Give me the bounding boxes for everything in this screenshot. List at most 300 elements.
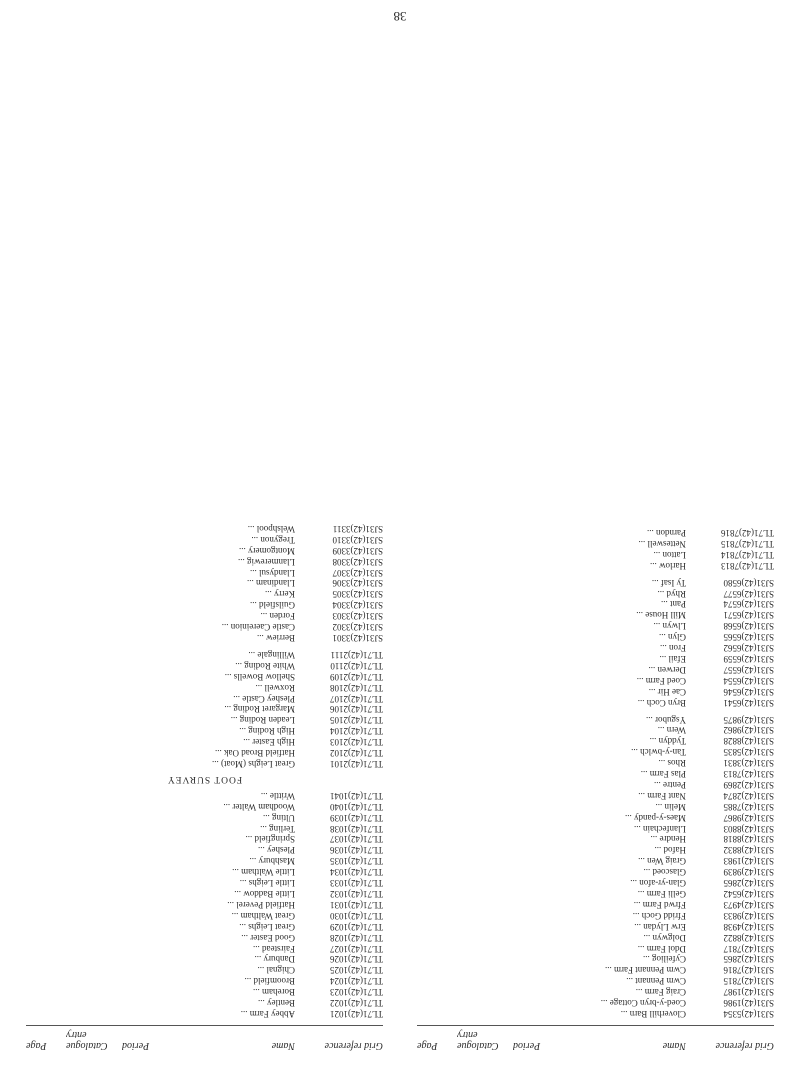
index-row [417,834,774,845]
row-fid: TL71(42)2108 [330,682,383,693]
row-cal [66,877,122,888]
row-name: Woodham Walter ... [223,801,295,812]
row-name: Wern ... [657,725,686,736]
row-date [513,986,583,997]
row-date [513,954,583,965]
row-date [513,664,583,675]
row-ref [26,671,66,682]
row-date [513,975,583,986]
row-cal [66,714,122,725]
row-name: Springfield ... [245,834,295,845]
row-ref [417,888,457,899]
header-name: Name [271,1040,295,1051]
row-date [513,768,583,779]
row-fid: TL71(42)1024 [330,976,383,987]
row-name: Llanmerewig ... [238,556,295,567]
row-date [122,845,192,856]
row-ref [417,899,457,910]
row-cal [66,758,122,769]
header-ref: Page [417,1040,438,1051]
row-cal [457,653,513,664]
row-fid: TL71(42)2103 [330,737,383,748]
index-row [26,997,383,1008]
row-ref [417,790,457,801]
row-fid: SJ31(42)7816 [723,965,774,976]
row-cal [66,523,122,534]
index-row [417,964,774,975]
row-date [513,735,583,746]
row-cal [457,921,513,932]
row-date [122,714,192,725]
row-date [122,801,192,812]
row-fid: TL71(42)7815 [721,538,774,549]
row-fid: SJ31(42)7813 [723,769,774,780]
row-fid: SJ31(42)7817 [723,943,774,954]
row-fid: SJ31(42)3305 [332,589,383,600]
row-fid: TL71(42)1029 [330,921,383,932]
row-date [513,746,583,757]
row-fid: TL71(42)1025 [330,965,383,976]
row-fid: TL71(42)2111 [330,649,383,660]
row-date [513,725,583,736]
row-cal [66,801,122,812]
row-name: Llandysul ... [250,567,295,578]
row-ref [417,686,457,697]
row-fid: SJ31(42)1986 [723,998,774,1009]
index-row [417,675,774,686]
row-fid: TL71(42)1041 [330,790,383,801]
row-fid: SJ31(42)6565 [723,632,774,643]
row-ref [417,910,457,921]
row-date [122,877,192,888]
row-name: Chignal ... [257,965,295,976]
row-name: Castle Caereinion ... [221,622,295,633]
index-row [417,921,774,932]
row-date [122,578,192,589]
row-fid: SJ31(42)8822 [723,932,774,943]
row-fid: SJ31(42)6559 [723,654,774,664]
row-name: Boreham ... [253,987,295,998]
row-fid: TL71(42)1039 [330,812,383,823]
row-date [513,697,583,708]
row-ref [417,725,457,736]
row-cal [457,823,513,834]
index-row [417,845,774,856]
row-date [122,682,192,693]
row-ref [26,632,66,643]
row-date [513,620,583,631]
row-ref [417,697,457,708]
row-fid: SJ31(42)7885 [723,801,774,812]
row-cal [66,588,122,599]
row-fid: TL71(42)2107 [330,693,383,704]
row-date [513,845,583,856]
index-row [417,697,774,708]
row-date [513,899,583,910]
row-name: Tan-y-bwlch ... [631,747,686,758]
row-fid: SJ31(42)8818 [723,834,774,845]
index-row [417,899,774,910]
row-cal [66,834,122,845]
row-fid: SJ31(42)3306 [332,578,383,589]
row-cal [457,845,513,856]
row-name: Mashbury ... [249,856,295,867]
row-cal [457,714,513,725]
row-name: Leaden Roding ... [230,715,295,726]
row-date [513,642,583,653]
row-name: High Roding ... [239,726,295,737]
index-row [26,621,383,632]
row-fid: SJ31(42)3302 [332,622,383,633]
index-row [417,746,774,757]
index-row [417,877,774,888]
row-name: Plas Farm ... [640,769,686,780]
row-name: Fairstead ... [253,943,295,954]
index-row [26,599,383,610]
index-row [26,736,383,747]
row-ref [26,599,66,610]
row-cal [457,577,513,588]
index-row [417,538,774,549]
row-cal [66,845,122,856]
index-row [417,910,774,921]
index-row [26,747,383,758]
row-fid: SJ31(42)3831 [723,758,774,769]
row-fid: SJ31(42)4973 [723,899,774,910]
row-date [122,621,192,632]
row-ref [26,567,66,578]
row-fid: TL71(42)1033 [330,878,383,889]
row-cal [457,560,513,571]
row-fid: SJ31(42)3311 [332,523,383,534]
row-date [513,599,583,610]
index-row [417,599,774,610]
row-name: Welshpool ... [247,523,295,534]
index-row [417,932,774,943]
index-row [26,534,383,545]
index-row [26,567,383,578]
row-ref [26,954,66,965]
row-name: Bryn Coch ... [637,697,686,708]
row-cal [457,631,513,642]
row-cal [457,954,513,965]
row-ref [26,523,66,534]
row-fid: TL71(42)7816 [721,528,774,539]
row-ref [26,714,66,725]
row-name: Great Leighs ... [239,921,295,932]
row-date [122,823,192,834]
row-date [122,567,192,578]
row-ref [26,693,66,704]
row-fid: TL71(42)1028 [330,932,383,943]
row-cal [66,556,122,567]
row-ref [417,921,457,932]
header-date: Period [513,1040,541,1051]
row-cal [66,736,122,747]
row-date [513,675,583,686]
row-ref [417,642,457,653]
row-fid: SJ31(42)8828 [723,736,774,747]
row-cal [457,686,513,697]
column-header [26,1025,383,1051]
row-cal [457,790,513,801]
index-row [26,1008,383,1019]
row-fid: SJ31(42)6542 [723,889,774,900]
row-cal [66,910,122,921]
row-cal [457,599,513,610]
row-ref [26,725,66,736]
row-fid: TL71(42)2109 [330,671,383,682]
row-date [122,855,192,866]
row-ref [26,845,66,856]
index-row [26,725,383,736]
row-fid: SJ31(42)3309 [332,545,383,556]
row-fid: TL71(42)1038 [330,823,383,834]
row-name: White Roding ... [235,660,295,671]
row-name: Cwm Pennant ... [626,976,686,987]
row-date [513,943,583,954]
row-date [122,954,192,965]
index-row [26,943,383,954]
row-cal [66,975,122,986]
row-name: Glascoed ... [643,867,686,878]
row-name: Dolgwyn ... [643,932,686,943]
row-cal [66,578,122,589]
row-name: Gelli Farm ... [637,889,686,900]
row-date [513,823,583,834]
row-cal [66,855,122,866]
row-ref [417,997,457,1008]
row-fid: TL71(42)2110 [330,660,383,671]
row-date [122,632,192,643]
row-ref [26,649,66,660]
row-cal [66,1008,122,1019]
row-cal [457,975,513,986]
row-cal [457,888,513,899]
row-ref [26,704,66,715]
row-name: Little Baddow ... [234,889,295,900]
row-date [122,812,192,823]
row-fid: TL71(42)1040 [330,801,383,812]
row-cal [457,549,513,560]
row-ref [417,877,457,888]
row-name: Guilsfield ... [250,600,295,611]
row-fid: SJ31(42)2865 [723,878,774,889]
row-name: Rhos ... [658,758,686,769]
index-row [417,549,774,560]
row-date [122,649,192,660]
row-ref [417,855,457,866]
row-ref [417,975,457,986]
row-cal [457,588,513,599]
index-row [417,1008,774,1019]
row-cal [457,801,513,812]
row-name: Great Waltham ... [231,910,295,921]
row-ref [26,545,66,556]
index-row [26,649,383,660]
row-ref [417,866,457,877]
row-name: Pentre ... [654,779,686,790]
row-ref [417,549,457,560]
row-date [513,921,583,932]
row-ref [26,877,66,888]
row-date [513,653,583,664]
row-date [122,556,192,567]
row-date [122,693,192,704]
row-cal [457,697,513,708]
index-row [417,631,774,642]
row-ref [26,660,66,671]
row-date [513,866,583,877]
row-date [513,527,583,538]
index-row [26,588,383,599]
row-date [513,910,583,921]
row-date [513,834,583,845]
row-name: Llwyn ... [653,621,686,632]
row-name: Pleshey ... [258,845,295,856]
row-cal [66,986,122,997]
index-row [417,943,774,954]
row-fid: SJ31(42)3304 [332,600,383,611]
index-row [417,812,774,823]
row-cal [457,932,513,943]
row-fid: SJ31(42)1983 [723,856,774,867]
row-name: Hatfield Peverel ... [227,899,295,910]
row-fid: TL71(42)1030 [330,910,383,921]
index-row [417,725,774,736]
row-ref [26,610,66,621]
index-row [26,888,383,899]
row-name: Abbey Farm ... [240,1009,295,1019]
row-cal [457,642,513,653]
row-ref [26,578,66,589]
index-column [26,523,383,1051]
row-cal [457,964,513,975]
index-row [417,527,774,538]
header-cal: Catalogue entry [66,1029,108,1051]
row-ref [26,1008,66,1019]
index-row [26,693,383,704]
row-name: Bentley ... [258,998,295,1009]
row-date [513,549,583,560]
row-cal [457,527,513,538]
row-date [122,1008,192,1019]
row-date [513,1008,583,1019]
row-name: Maes-y-pandy ... [625,812,686,823]
row-date [122,534,192,545]
row-ref [417,609,457,620]
row-name: Tregynon ... [251,534,295,545]
row-cal [457,877,513,888]
row-name: High Easter ... [243,737,295,748]
row-name: Danbury ... [254,954,295,965]
row-cal [457,834,513,845]
row-ref [26,932,66,943]
row-name: Good Easter ... [241,932,295,943]
row-fid: SJ31(42)3308 [332,556,383,567]
row-ref [417,932,457,943]
row-date [122,660,192,671]
row-date [513,812,583,823]
index-row [417,954,774,965]
row-fid: SJ31(42)6571 [723,610,774,621]
row-cal [66,567,122,578]
row-fid: TL71(42)7814 [721,549,774,560]
row-cal [66,660,122,671]
row-fid: SJ31(42)8832 [723,845,774,856]
row-ref [26,682,66,693]
row-date [513,757,583,768]
row-cal [457,943,513,954]
row-ref [26,790,66,801]
row-cal [457,768,513,779]
index-row [26,845,383,856]
row-name: Cwm Pennant Farm ... [605,965,686,976]
row-cal [66,610,122,621]
row-fid: SJ31(42)3303 [332,611,383,622]
row-fid: SJ31(42)8803 [723,823,774,834]
row-date [122,964,192,975]
row-name: Roxwell ... [255,682,295,693]
row-cal [66,725,122,736]
row-name: Glan-yr-afon ... [630,878,686,889]
index-row [417,642,774,653]
row-ref [417,664,457,675]
row-date [513,877,583,888]
row-fid: TL71(42)7813 [721,560,774,571]
row-date [122,866,192,877]
index-row [26,790,383,801]
row-ref [417,768,457,779]
row-cal [66,888,122,899]
row-name: Tyddyn ... [649,736,686,747]
row-fid: TL71(42)2106 [330,704,383,715]
row-ref [26,964,66,975]
row-name: Forden ... [260,611,295,622]
row-name: Ddol Farm ... [637,943,686,954]
row-cal [66,997,122,1008]
row-date [122,834,192,845]
index-column [417,523,774,1051]
row-ref [26,588,66,599]
row-cal [66,954,122,965]
row-date [122,599,192,610]
index-row [26,975,383,986]
row-name: Little Leighs ... [239,878,295,889]
row-fid: SJ31(42)6577 [723,588,774,599]
row-fid: TL71(42)1021 [330,1009,383,1019]
row-name: Pant ... [660,599,686,610]
row-fid: SJ31(42)3301 [332,633,383,643]
row-name: Harlow ... [650,560,686,571]
row-ref [417,964,457,975]
row-date [513,588,583,599]
index-row [26,523,383,534]
row-ref [417,845,457,856]
index-row [417,620,774,631]
row-date [122,888,192,899]
row-ref [417,653,457,664]
row-cal [457,1008,513,1019]
row-name: Cloverhill Barn ... [620,1009,686,1019]
header-cal: Catalogue entry [457,1029,499,1051]
row-name: Derwen ... [648,664,686,675]
row-fid: TL71(42)1023 [330,987,383,998]
row-cal [66,649,122,660]
row-date [122,943,192,954]
row-name: Nant Farm ... [638,790,686,801]
row-ref [26,975,66,986]
